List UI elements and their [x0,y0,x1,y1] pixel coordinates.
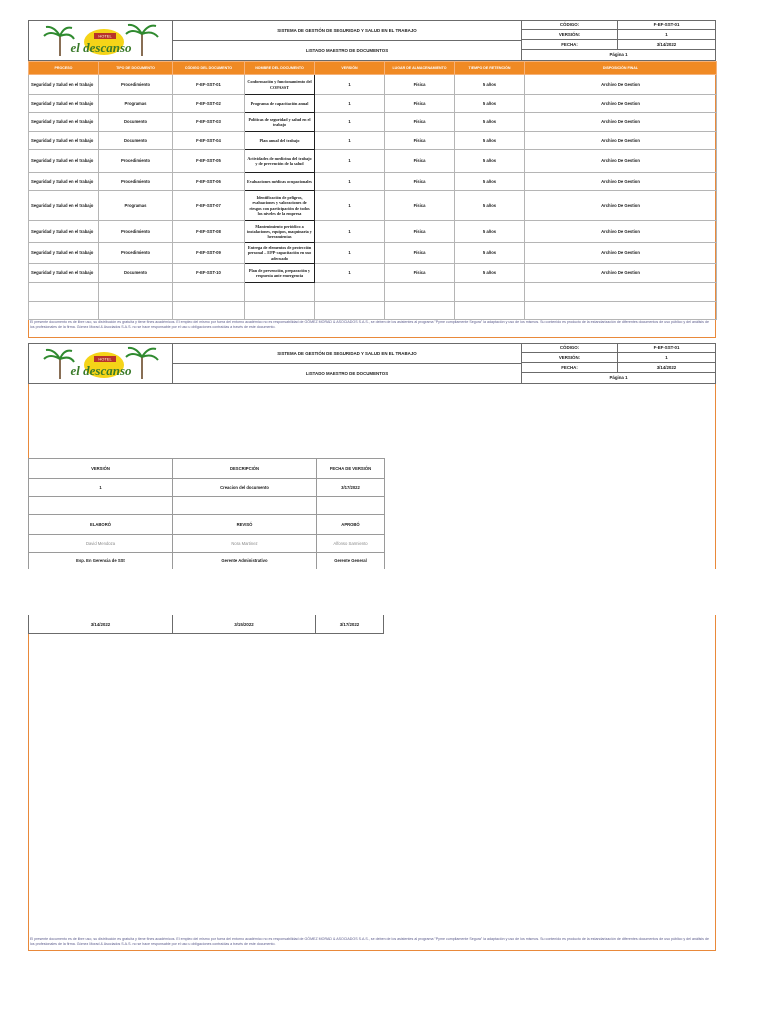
storage-cell: Física [385,191,455,221]
table-row [29,173,717,191]
disposition-cell: Archivo De Gestion [525,264,717,283]
retention-cell: 5 años [455,221,525,243]
table-row [29,191,717,221]
empty-cell [315,283,385,302]
version-cell: 1 [315,75,385,95]
doc-name-cell: Programa de capacitación anual [245,95,315,113]
storage-cell: Física [385,132,455,150]
doc-type-cell: Procedimiento [99,150,173,173]
retention-cell: 5 años [455,113,525,132]
doc-type-cell: Procedimiento [99,221,173,243]
documents-table [28,61,717,320]
version-cell: 1 [315,221,385,243]
logo-sign: HOTEL [98,33,112,39]
doc-type-cell: Procedimiento [99,243,173,264]
version-date: 3/17/2022 [317,479,385,497]
doc-type-cell: Programas [99,95,173,113]
process-cell: Seguridad y Salud en el trabajo [29,173,99,191]
doc-type-cell: Procedimiento [99,173,173,191]
table-row [29,243,717,264]
doc-code-cell: F-EF-SST-09 [173,243,245,264]
doc-name-cell: Actividades de medicina del trabajo y de prevención de la salud [245,150,315,173]
disposition-cell: Archivo De Gestion [525,173,717,191]
page-3-frame [28,615,716,951]
retention-cell: 5 años [455,173,525,191]
table-row [29,132,717,150]
process-cell: Seguridad y Salud en el trabajo [29,75,99,95]
version-header: VERSIÓN [29,459,173,479]
doc-code-cell: F-EF-SST-03 [173,113,245,132]
logo-text: el descanso [70,363,132,378]
logo-sign: HOTEL [98,356,112,362]
version-label: VERSIÓN: [558,354,581,360]
doc-code-cell: F-EF-SST-06 [173,173,245,191]
version-cell: 1 [315,95,385,113]
reviso-header: REVISÓ [173,515,317,535]
retention-cell: 5 años [455,132,525,150]
aprobo-header: APROBÓ [317,515,385,535]
disposition-cell: Archivo De Gestion [525,150,717,173]
column-header: DISPOSICIÓN FINAL [525,62,717,75]
empty-cell [29,283,99,302]
process-cell: Seguridad y Salud en el trabajo [29,113,99,132]
version-value: 1 [665,31,668,37]
empty-cell [173,283,245,302]
code-value: F-EF-SST-01 [653,22,680,28]
process-cell: Seguridad y Salud en el trabajo [29,132,99,150]
storage-cell: Física [385,243,455,264]
elaboro-header: ELABORÓ [29,515,173,535]
doc-name-cell: Identificación de peligros, evaluaciones y valoraciones de riesgos con participación de todos los niveles de la empresa [245,191,315,221]
aprobo-date: 3/17/2022 [339,621,360,627]
reviso-role: Gerente Administrativo [173,553,317,569]
system-title: SISTEMA DE GESTIÓN DE SEGURIDAD Y SALUD EN EL TRABAJO [277,27,417,33]
version-number: 1 [29,479,173,497]
doc-type-cell: Documento [99,113,173,132]
code-label: CÓDIGO: [559,345,580,351]
logo-text: el descanso [70,40,132,55]
column-header: PROCESO [29,62,99,75]
empty-cell [385,302,455,320]
empty-cell [315,302,385,320]
column-header: TIEMPO DE RETENCIÓN [455,62,525,75]
version-header-row [29,459,385,479]
empty-row [29,302,717,320]
signature-header-row [29,515,385,535]
elaboro-name: David Mendoza [29,535,173,553]
column-header: CÓDIGO DEL DOCUMENTO [173,62,245,75]
empty-cell [245,302,315,320]
table-row [29,264,717,283]
storage-cell: Física [385,264,455,283]
doc-code-cell: F-EF-SST-01 [173,75,245,95]
list-title: LISTADO MAESTRO DE DOCUMENTOS [305,47,389,53]
disposition-cell: Archivo De Gestion [525,75,717,95]
storage-cell: Física [385,113,455,132]
disposition-cell: Archivo De Gestion [525,243,717,264]
page-number: Página 1 [609,375,628,381]
retention-cell: 5 años [455,95,525,113]
doc-name-cell: Políticas de seguridad y salud en el trabajo [245,113,315,132]
code-label: CÓDIGO: [559,22,580,28]
disposition-cell: Archivo De Gestion [525,132,717,150]
empty-cell [173,302,245,320]
legal-note: El presente documento es de libre uso, su distribución es gratuita y tiene fines académicos. El empleo del mismo por fuera del entorno académico no es responsabilidad de GÓMEZ MORAD & ASOCIADOS S.A.S., se deben de los asistentes al programa "Pyme cumpliamente Segura" la adaptación y uso de los mismos. Su contenido es producto de la estandarización de diferentes documentos de uso público y del análisis de los profesionales de la firma. Gómez Morad & Asociados S.A.S. no se hace responsable por el uso u obligaciones contraídas a través de este documento. [30,937,709,946]
doc-code-cell: F-EF-SST-02 [173,95,245,113]
process-cell: Seguridad y Salud en el trabajo [29,150,99,173]
aprobo-name: Alfonso Sarmiento [317,535,385,553]
doc-name-cell: Evaluaciones médicas ocupacionales [245,173,315,191]
description-header: DESCRIPCIÓN [173,459,317,479]
disposition-cell: Archivo De Gestion [525,191,717,221]
doc-type-cell: Programas [99,191,173,221]
retention-cell: 5 años [455,243,525,264]
empty-cell [99,302,173,320]
version-cell: 1 [315,191,385,221]
system-title: SISTEMA DE GESTIÓN DE SEGURIDAD Y SALUD EN EL TRABAJO [277,350,417,356]
column-header: TIPO DE DOCUMENTO [99,62,173,75]
version-table [28,458,385,569]
empty-cell [525,302,717,320]
elaboro-date: 3/14/2022 [90,621,111,627]
date-label: FECHA: [561,41,578,47]
empty-cell [455,283,525,302]
elaboro-role: Esp. En Gerencia de SSt [29,553,173,569]
version-cell: 1 [315,150,385,173]
retention-cell: 5 años [455,150,525,173]
hotel-logo [42,22,160,60]
process-cell: Seguridad y Salud en el trabajo [29,264,99,283]
table-row [29,75,717,95]
reviso-name: Nora Martinez [173,535,317,553]
aprobo-role: Gerente General [317,553,385,569]
disposition-cell: Archivo De Gestion [525,221,717,243]
version-cell: 1 [315,113,385,132]
doc-type-cell: Documento [99,132,173,150]
doc-code-cell: F-EF-SST-04 [173,132,245,150]
storage-cell: Física [385,95,455,113]
retention-cell: 5 años [455,264,525,283]
storage-cell: Física [385,150,455,173]
column-header: NOMBRE DEL DOCUMENTO [245,62,315,75]
table-row [29,221,717,243]
process-cell: Seguridad y Salud en el trabajo [29,243,99,264]
empty-cell [99,283,173,302]
doc-name-cell: Conformación y funcionamiento del COPASST [245,75,315,95]
version-cell: 1 [315,243,385,264]
version-cell: 1 [315,132,385,150]
retention-cell: 5 años [455,75,525,95]
code-value: F-EF-SST-01 [653,345,680,351]
column-header: LUGAR DE ALMACENAMIENTO [385,62,455,75]
version-value: 1 [665,354,668,360]
legal-note: El presente documento es de libre uso, su distribución es gratuita y tiene fines académicos. El empleo del mismo por fuera del entorno académico no es responsabilidad de GÓMEZ MORAD & ASOCIADOS S.A.S., se deben de los asistentes al programa "Pyme cumpliamente Segura" la adaptación y uso de los mismos. Su contenido es producto de la estandarización de diferentes documentos de uso público y del análisis de los profesionales de la firma. Gómez Morad & Asociados S.A.S. no se hace responsable por el uso u obligaciones contraídas a través de este documento. [30,320,709,329]
signature-roles-row [29,553,385,569]
table-header-row [29,62,717,75]
doc-code-cell: F-EF-SST-08 [173,221,245,243]
table-row [29,150,717,173]
version-description: Creacion del documento [173,479,317,497]
process-cell: Seguridad y Salud en el trabajo [29,191,99,221]
version-date-header: FECHA DE VERSIÓN [317,459,385,479]
spacer-row [29,497,385,515]
doc-code-cell: F-EF-SST-10 [173,264,245,283]
version-row [29,479,385,497]
doc-name-cell: Plan anual del trabajo [245,132,315,150]
storage-cell: Física [385,75,455,95]
storage-cell: Física [385,221,455,243]
list-title: LISTADO MAESTRO DE DOCUMENTOS [305,370,389,376]
process-cell: Seguridad y Salud en el trabajo [29,95,99,113]
process-cell: Seguridad y Salud en el trabajo [29,221,99,243]
table-row [29,95,717,113]
table-row [29,113,717,132]
version-cell: 1 [315,173,385,191]
date-value: 3/14/2022 [656,41,677,47]
doc-type-cell: Procedimiento [99,75,173,95]
signature-names-row [29,535,385,553]
version-label: VERSIÓN: [558,31,581,37]
version-cell: 1 [315,264,385,283]
doc-name-cell: Mantenimiento periódico a instalaciones, equipos, maquinaria y herramientas [245,221,315,243]
date-value: 3/14/2022 [656,364,677,370]
page-number: Página 1 [609,52,628,58]
retention-cell: 5 años [455,191,525,221]
hotel-logo [42,345,160,383]
date-label: FECHA: [561,364,578,370]
disposition-cell: Archivo De Gestion [525,95,717,113]
empty-cell [455,302,525,320]
disposition-cell: Archivo De Gestion [525,113,717,132]
reviso-date: 3/15/2022 [234,621,254,627]
doc-code-cell: F-EF-SST-07 [173,191,245,221]
column-header: VERSIÓN [315,62,385,75]
empty-cell [525,283,717,302]
doc-name-cell: Entrega de elementos de protección personal – EPP-capacitación en uso adecuado [245,243,315,264]
doc-name-cell: Plan de prevención, preparación y respuesta ante emergencia [245,264,315,283]
storage-cell: Física [385,173,455,191]
doc-code-cell: F-EF-SST-05 [173,150,245,173]
empty-cell [385,283,455,302]
empty-cell [245,283,315,302]
empty-row [29,283,717,302]
empty-cell [29,302,99,320]
doc-type-cell: Documento [99,264,173,283]
